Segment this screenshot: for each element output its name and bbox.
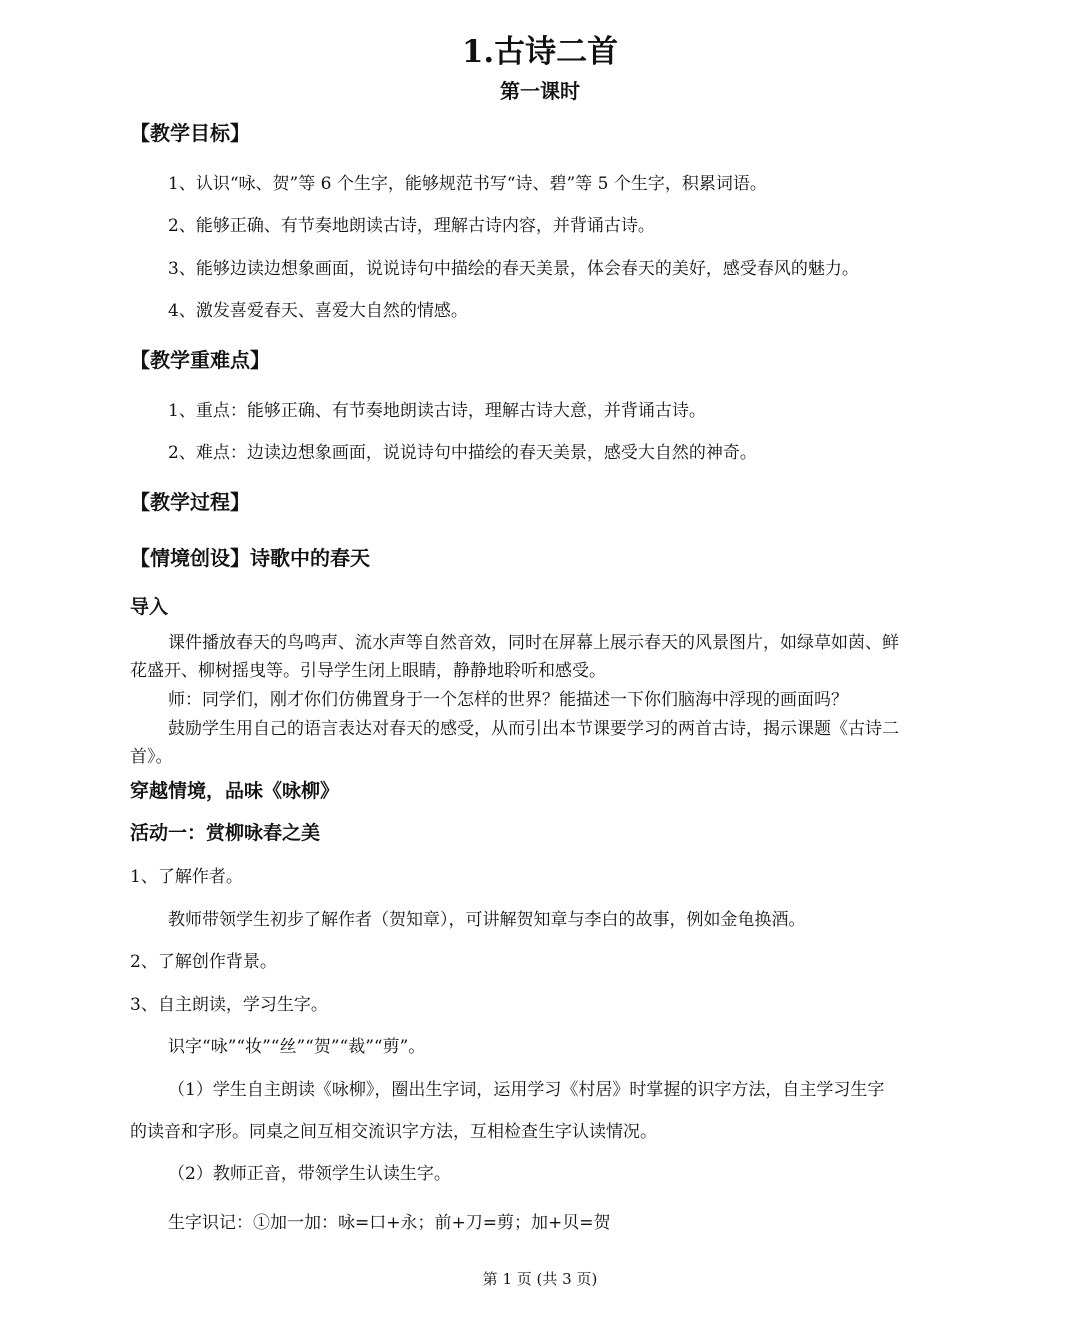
- key-point-item: 1、重点：能够正确、有节奏地朗读古诗，理解古诗大意，并背诵古诗。: [168, 401, 706, 421]
- key-points-heading: 【教学重难点】: [130, 348, 270, 372]
- step-item: 3、自主朗读，学习生字。: [130, 995, 328, 1015]
- step-item: 2、了解创作背景。: [130, 952, 277, 972]
- intro-paragraph-line: 课件播放春天的鸟鸣声、流水声等自然音效，同时在屏幕上展示春天的风景图片，如绿草如茵、鲜: [168, 633, 899, 653]
- activity-heading: 活动一：赏柳咏春之美: [130, 822, 321, 844]
- goal-item: 1、认识“咏、贺”等 6 个生字，能够规范书写“诗、碧”等 5 个生字，积累词语。: [168, 174, 767, 194]
- step-detail: （1）学生自主朗读《咏柳》，圈出生字词，运用学习《村居》时掌握的识字方法，自主学习生字: [168, 1080, 885, 1100]
- intro-paragraph-line: 鼓励学生用自己的语言表达对春天的感受，从而引出本节课要学习的两首古诗，揭示课题《古诗二: [168, 719, 899, 739]
- step-detail: 的读音和字形。同桌之间互相交流识字方法，互相检查生字认读情况。: [130, 1122, 657, 1142]
- intro-paragraph-line: 花盛开、柳树摇曳等。引导学生闭上眼睛，静静地聆听和感受。: [130, 661, 606, 681]
- step-detail: 教师带领学生初步了解作者（贺知章），可讲解贺知章与李白的故事，例如金龟换酒。: [168, 910, 806, 930]
- key-point-item: 2、难点：边读边想象画面，说说诗句中描绘的春天美景，感受大自然的神奇。: [168, 443, 757, 463]
- step-detail: 识字“咏”“妆”“丝”“贺”“裁”“剪”。: [168, 1037, 426, 1057]
- intro-paragraph-line: 师：同学们，刚才你们仿佛置身于一个怎样的世界？能描述一下你们脑海中浮现的画面吗？: [168, 690, 848, 710]
- page-title: 1.古诗二首: [461, 34, 619, 70]
- goal-item: 2、能够正确、有节奏地朗读古诗，理解古诗内容，并背诵古诗。: [168, 216, 655, 236]
- intro-paragraph-line: 首》。: [130, 747, 173, 767]
- step-item: 1、了解作者。: [130, 867, 243, 887]
- page-footer: 第 1 页 (共 3 页): [482, 1270, 598, 1288]
- goals-heading: 【教学目标】: [130, 121, 250, 145]
- intro-heading: 导入: [130, 596, 169, 618]
- page-subtitle: 第一课时: [500, 79, 580, 103]
- goal-item: 4、激发喜爱春天、喜爱大自然的情感。: [168, 301, 468, 321]
- goal-item: 3、能够边读边想象画面，说说诗句中描绘的春天美景，体会春天的美好，感受春风的魅力。: [168, 259, 859, 279]
- step-detail: （2）教师正音，带领学生认读生字。: [168, 1164, 451, 1184]
- section-heading: 穿越情境，品味《咏柳》: [130, 780, 340, 802]
- scene-heading: 【情境创设】诗歌中的春天: [130, 546, 370, 570]
- step-detail: 生字识记：①加一加：咏=口+永；前+刀=剪；加+贝=贺: [168, 1213, 611, 1233]
- process-heading: 【教学过程】: [130, 490, 250, 514]
